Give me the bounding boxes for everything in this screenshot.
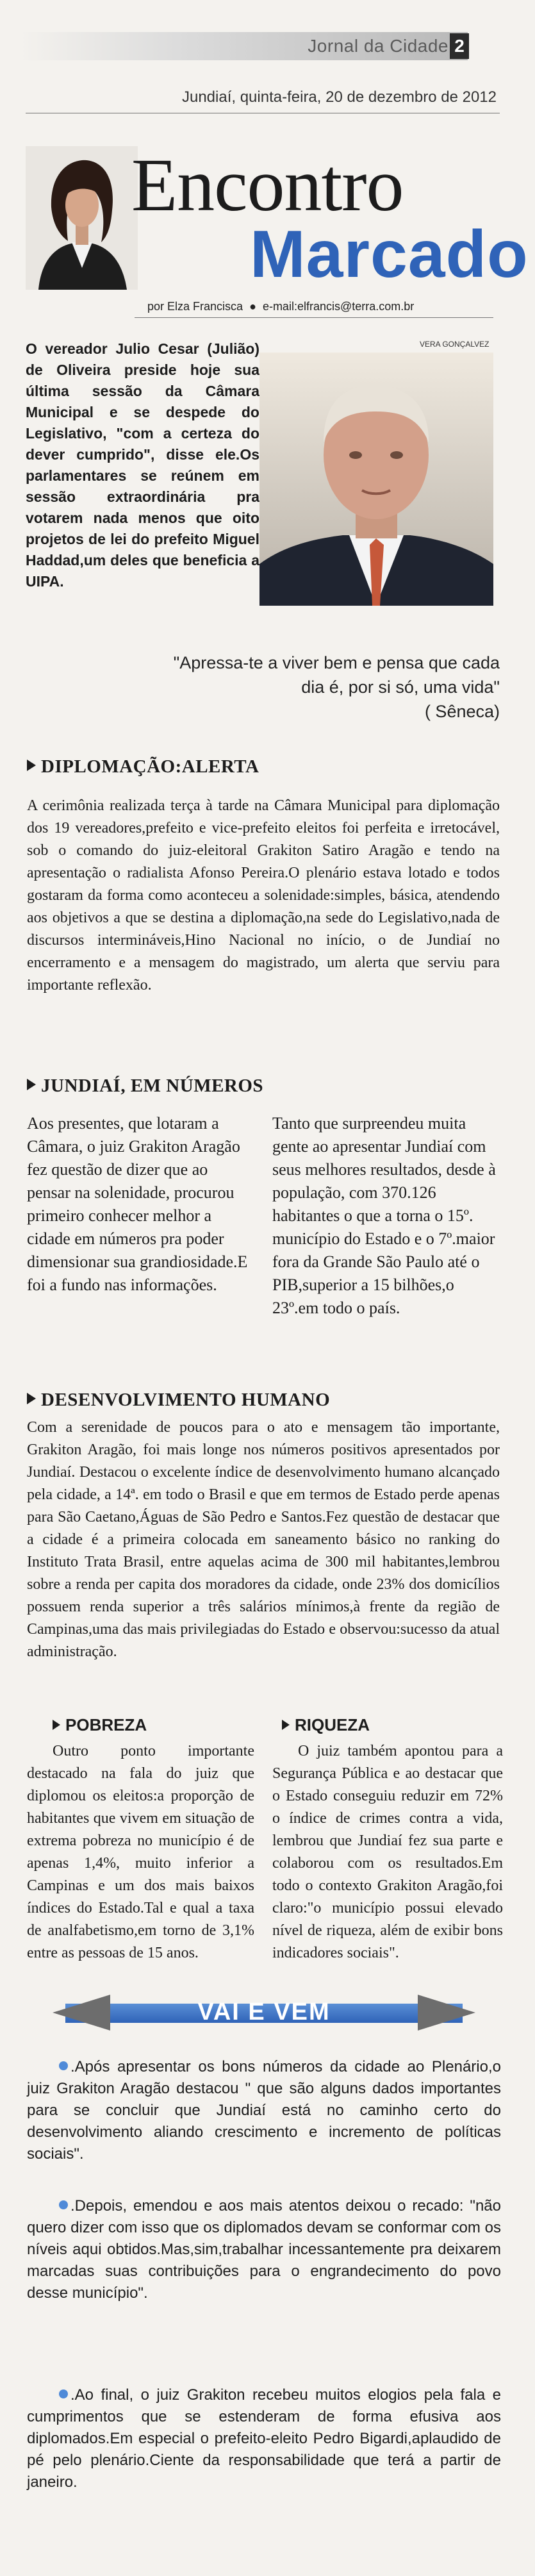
dateline: Jundiaí, quinta-feira, 20 de dezembro de 2012 [181, 88, 497, 106]
section-heading-jundiai [27, 1076, 263, 1097]
heading-label: RIQUEZA [295, 1715, 370, 1734]
bullet-dot-icon [59, 2389, 68, 2398]
triangle-bullet-icon [27, 760, 36, 771]
quote-text: "Apressa-te a viver bem e pensa que cada dia é, por si só, uma vida" [173, 653, 500, 697]
bullet-dot-icon [59, 2200, 68, 2209]
heading-label: POBREZA [65, 1715, 147, 1734]
section-heading-riqueza [282, 1715, 370, 1735]
section-heading-pobreza [53, 1715, 147, 1735]
triangle-bullet-icon [53, 1720, 60, 1730]
triangle-bullet-icon [282, 1720, 290, 1730]
vai-e-vem-item [27, 2195, 501, 2304]
bullet-dot-icon [59, 2061, 68, 2070]
heading-label: DESENVOLVIMENTO HUMANO [41, 1390, 331, 1410]
vai-e-vem-banner [27, 1995, 501, 2031]
column-title-line1: Encontro [131, 143, 404, 227]
quote-author: ( Sêneca) [424, 702, 500, 721]
divider [135, 317, 493, 318]
section-body-desenvolvimento: Com a serenidade de poucos para o ato e mensagem tão importante, Grakiton Aragão, foi mais longe nos números positivos apresentados por Jundiaí. Destacou o excelente índice de desenvolvimento humano alcançado pela cidade, a 14ª. em todo o Brasil e que em termos de Estado perde apenas para São Caetano,Águas de São Pedro e Santos.Fez questão de destacar que a cidade é a primeira colocada em saneamento básico no ranking do Instituto Trata Brasil, entre aquelas acima de 300 mil habitantes,lembrou sobre a renda per capita dos moradores da cidade, onde 23% dos domicílios possuem renda superior a três salários mínimos,à frente da região de Campinas,uma das mais privilegiadas do Estado e observou:sucesso da atual administração. [27, 1419, 500, 1660]
vai-e-vem-item [27, 2056, 501, 2165]
section-body-riqueza: O juiz também apontou para a Segurança Pública e ao destacar que o Estado conseguiu reduzir em 72% o índice de crimes contra a vida, lembrou que Jundiaí fez sua parte e colaborou com os resultados.Em todo o contexto Grakiton Aragão,foi claro:"o município possui elevado nível de riqueza, além de exibir bons indicadores sociais". [272, 1743, 503, 1961]
section-heading-diplomacao [27, 756, 259, 777]
councilman-illustration [259, 353, 493, 606]
page-number: 2 [450, 33, 469, 59]
byline-email[interactable]: e-mail:elfrancis@terra.com.br [262, 300, 415, 313]
masthead-bar [19, 32, 493, 60]
newspaper-name: Jornal da Cidade [308, 36, 449, 56]
column-title-line2: Marcado [250, 217, 529, 292]
item-text: .Depois, emendou e aos mais atentos deixou o recado: "não quero dizer com isso que os diplomados devam se conformar com os níveis aqui obtidos.Mas,sim,trabalhar incessantemente pra deixarem marcadas suas contribuições para o engrandecimento do povo desse município". [27, 2197, 501, 2302]
columnist-portrait [26, 146, 138, 290]
heading-label: DIPLOMAÇÃO:ALERTA [41, 756, 259, 777]
triangle-bullet-icon [27, 1393, 36, 1404]
section-body-jundiai-col1: Aos presentes, que lotaram a Câmara, o juiz Grakiton Aragão fez questão de dizer que ao pensar na solenidade, procurou primeiro conhecer melhor a cidade em números pra poder dimensionar sua grandiosidade.E foi a fundo nas informações. [27, 1114, 248, 1294]
byline-author: por Elza Francisca [147, 300, 243, 313]
portrait-illustration [26, 146, 138, 290]
heading-label: JUNDIAÍ, EM NÚMEROS [41, 1076, 264, 1096]
intro-text: O vereador Julio Cesar (Julião) de Oliveira preside hoje sua última sessão da Câmara Municipal e se despede do Legislativo, "com a certeza do dever cumprido", disse ele.Os parlamentares se reúnem em sessão extraordinária pra votarem nada menos que oito projetos de lei do prefeito Miguel Haddad,um deles que beneficia a UIPA. [26, 340, 259, 590]
byline [147, 300, 414, 313]
councilman-photo [259, 353, 493, 606]
banner-label: VAI E VEM [197, 1998, 331, 2025]
item-text: .Após apresentar os bons números da cidade ao Plenário,o juiz Grakiton Aragão destacou " que são alguns dados importantes para se concluir que Jundiaí está no caminho certo do desenvolvimento aliando crescimento e incremento de políticas sociais". [27, 2058, 501, 2163]
section-body-jundiai-col2: Tanto que surpreendeu muita gente ao apresentar Jundiaí com seus melhores resultados, desde à população, com 370.126 habitantes o que a torna o 15º. município do Estado e o 7º.maior fora da Grande São Paulo até o PIB,superior a 15 bilhões,o 23º.em todo o país. [272, 1114, 496, 1317]
section-heading-desenvolvimento [27, 1390, 330, 1411]
photo-credit: VERA GONÇALVEZ [420, 340, 490, 349]
vai-e-vem-item [27, 2384, 501, 2493]
bullet-dot-icon: ● [249, 300, 256, 313]
item-text: .Ao final, o juiz Grakiton recebeu muitos elogios pela fala e cumprimentos que se estenderam de forma efusiva aos diplomados.Em especial o prefeito-eleito Pedro Bigardi,aplaudido de pé pelo plenário.Ciente da responsabilidade que terá a partir de janeiro. [27, 2386, 501, 2491]
section-body-pobreza: Outro ponto importante destacado na fala do juiz que diplomou os eleitos:a proporção de habitantes que vivem em situação de extrema pobreza no município é de apenas 1,4%, muito inferior a Campinas e um dos mais baixos índices do Estado.Tal e qual a taxa de analfabetismo,em torno de 3,1% entre as pessoas de 15 anos. [27, 1743, 254, 1961]
section-body-diplomacao: A cerimônia realizada terça à tarde na Câmara Municipal para diplomação dos 19 vereadores,prefeito e vice-prefeito eleitos foi perfeita e irretocável, sob o comando do juiz-eleitoral Grakiton Satiro Aragão e tendo na apresentação o radialista Afonso Pereira.O plenário estava lotado e todos gostaram da forma como aconteceu a solenidade:simples, básica, atendendo aos objetivos a que se destina a diplomação,na sede do Legislativo,nada de discursos intermináveis,Hino Nacional no início, o de Jundiaí no encerramento e a mensagem do magistrado, um alerta que serviu para importante reflexão. [27, 797, 500, 993]
triangle-bullet-icon [27, 1079, 36, 1090]
pull-quote [160, 651, 500, 724]
